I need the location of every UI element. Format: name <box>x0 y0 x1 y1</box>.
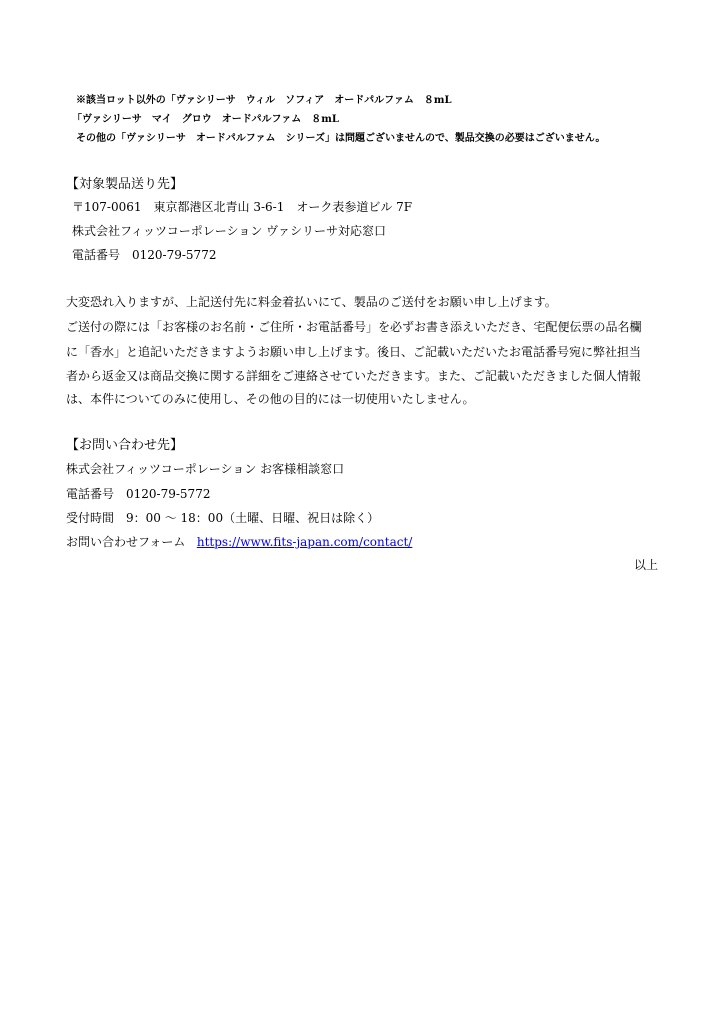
body-line: 者から返金又は商品交換に関する詳細をご連絡させていただきます。また、ご記載いただきました個人情報 <box>66 369 642 383</box>
notice-line: ※該当ロット以外の「ヴァシリーサ ウィル ソフィア オードパルファム ８mL <box>76 95 452 106</box>
contact-hours: 受付時間 9：00 ～ 18：00（土曜、日曜、祝日は除く） <box>66 511 380 525</box>
contact-form-link[interactable]: https://www.fits-japan.com/contact/ <box>196 535 413 549</box>
contact-heading: 【お問い合わせ先】 <box>66 438 184 453</box>
contact-form-label: お問い合わせフォーム <box>66 535 186 549</box>
body-line: 大変恐れ入りますが、上記送付先に料金着払いにて、製品のご送付をお願い申し上げます。 <box>66 295 557 309</box>
shipping-address: 〒107-0061 東京都港区北青山 3-6-1 オーク表参道ビル 7F <box>72 200 413 214</box>
shipping-phone: 電話番号 0120-79-5772 <box>72 248 217 262</box>
notice-line: その他の「ヴァシリーサ オードパルファム シリーズ」は問題ございませんので、製品交換の必要はございません。 <box>76 133 606 144</box>
shipping-heading: 【対象製品送り先】 <box>66 177 184 192</box>
contact-phone: 電話番号 0120-79-5772 <box>66 487 211 501</box>
shipping-company: 株式会社フィッツコーポレーション ヴァシリーサ対応窓口 <box>72 224 387 238</box>
closing-text: 以上 <box>634 558 659 572</box>
body-line: は、本件についてのみに使用し、その他の目的には一切使用いたしません。 <box>66 392 475 406</box>
body-line: ご送付の際には「お客様のお名前・ご住所・お電話番号」を必ずお書き添えいただき、宅配便伝票の品名欄 <box>66 320 642 334</box>
contact-form <box>66 533 412 550</box>
contact-company: 株式会社フィッツコーポレーション お客様相談窓口 <box>66 462 345 476</box>
body-line: に「香水」と追記いただきますようお願い申し上げます。後日、ご記載いただいたお電話番号宛に弊社担当 <box>66 345 642 359</box>
notice-line: 「ヴァシリーサ マイ グロウ オードパルファム ８mL <box>72 114 339 125</box>
